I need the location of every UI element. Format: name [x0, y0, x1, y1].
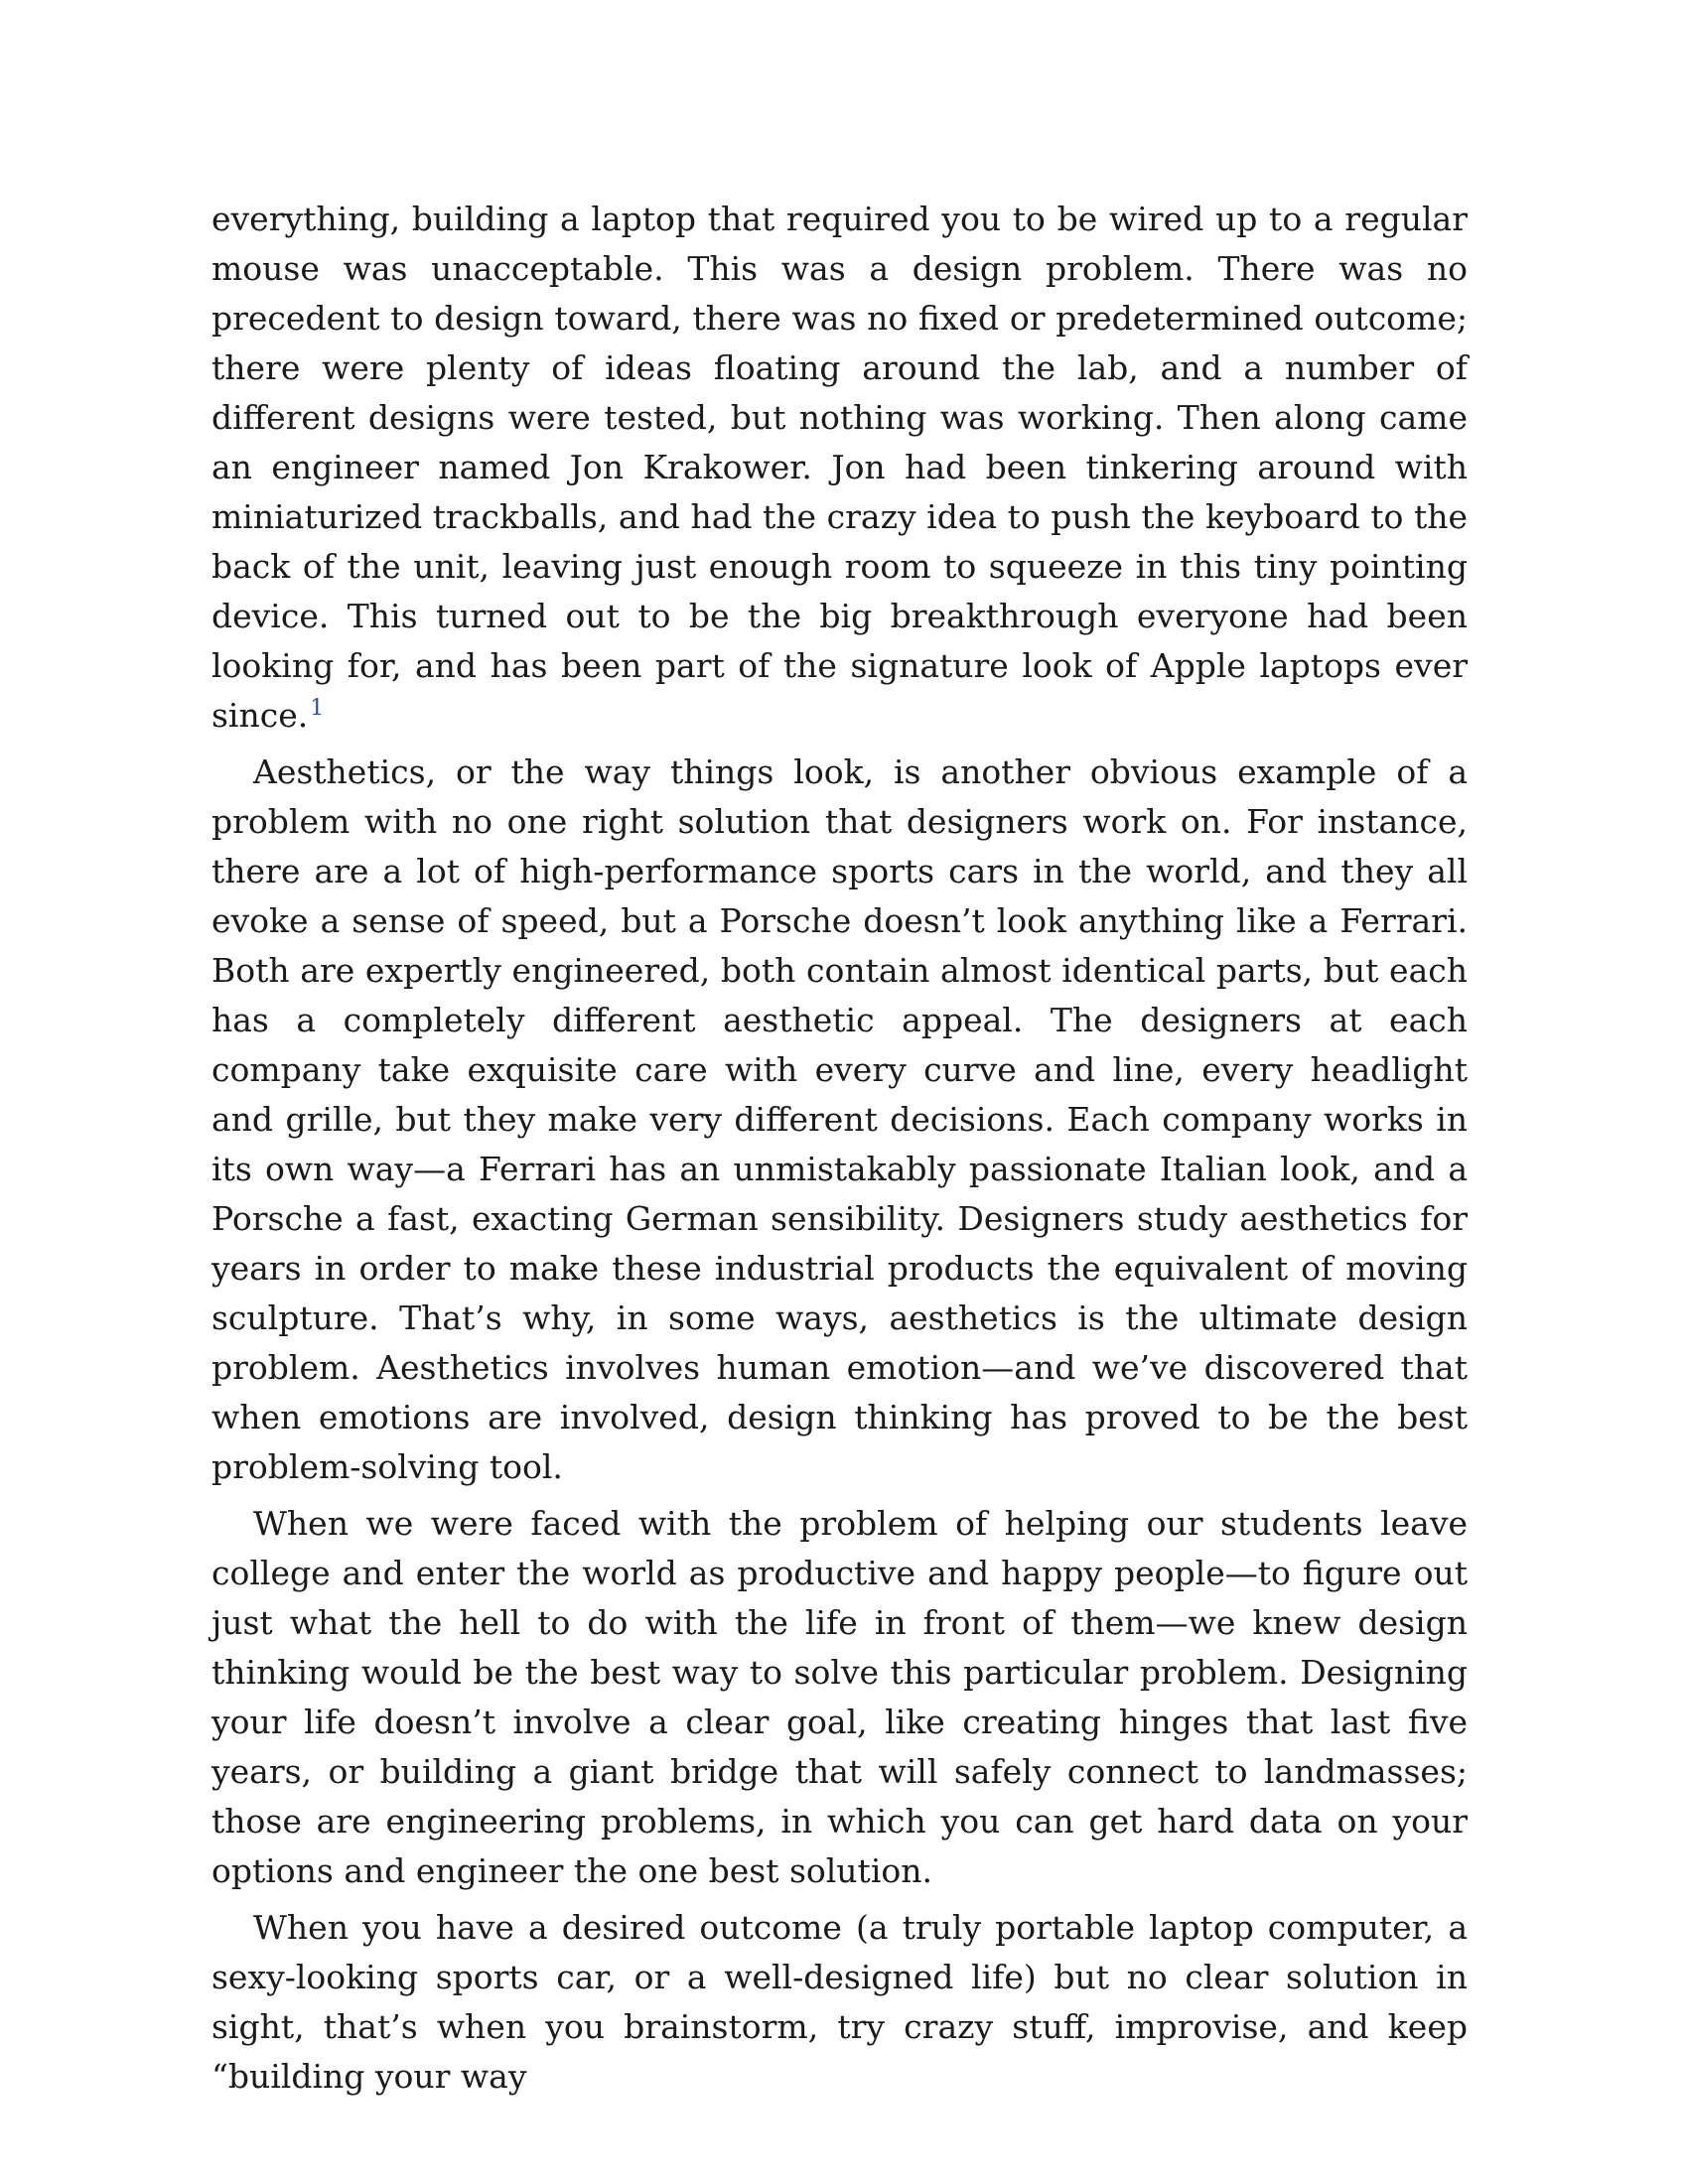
- footnote-ref-1[interactable]: 1: [310, 696, 325, 721]
- paragraph-1: [211, 195, 1468, 741]
- page-body: [211, 195, 1468, 2109]
- paragraph-3: When we were faced with the problem of helping our students leave college and enter the world as productive and happy people—to figure out just what the hell to do with the life in front of them—we knew design thinking would be the best way to solve this particular problem. Designing your life doesn’t involve a clear goal, like creating hinges that last five years, or building a giant bridge that will safely connect to landmasses; those are engineering problems, in which you can get hard data on your options and engineer the one best solution.: [211, 1504, 1468, 1890]
- paragraph-2: Aesthetics, or the way things look, is another obvious example of a problem with no one right solution that designers work on. For instance, there are a lot of high-performance sports cars in the world, and they all evoke a sense of speed, but a Porsche doesn’t look anything like a Ferrari. Both are expertly engineered, both contain almost identical parts, but each has a completely different aesthetic appeal. The designers at each company take exquisite care with every curve and line, every headlight and grille, but they make very different decisions. Each company works in its own way—a Ferrari has an unmistakably passionate Italian look, and a Porsche a fast, exacting German sensibility. Designers study aesthetics for years in order to make these industrial products the equivalent of moving sculpture. That’s why, in some ways, aesthetics is the ultimate design problem. Aesthetics involves human emotion—and we’ve discovered that when emotions are involved, design thinking has proved to be the best problem-solving tool.: [211, 752, 1468, 1486]
- paragraph-4: When you have a desired outcome (a truly portable laptop computer, a sexy-looking sports car, or a well-designed life) but no clear solution in sight, that’s when you brainstorm, try crazy stuff, improvise, and keep “building your way: [211, 1908, 1468, 2096]
- paragraph-1-text: everything, building a laptop that required you to be wired up to a regular mouse was unacceptable. This was a design problem. There was no precedent to design toward, there was no fixed or predetermined outcome; there were plenty of ideas floating around the lab, and a number of different designs were tested, but nothing was working. Then along came an engineer named Jon Krakower. Jon had been tinkering around with miniaturized trackballs, and had the crazy idea to push the keyboard to the back of the unit, leaving just enough room to squeeze in this tiny pointing device. This turned out to be the big breakthrough everyone had been looking for, and has been part of the signature look of Apple laptops ever since.: [211, 200, 1468, 735]
